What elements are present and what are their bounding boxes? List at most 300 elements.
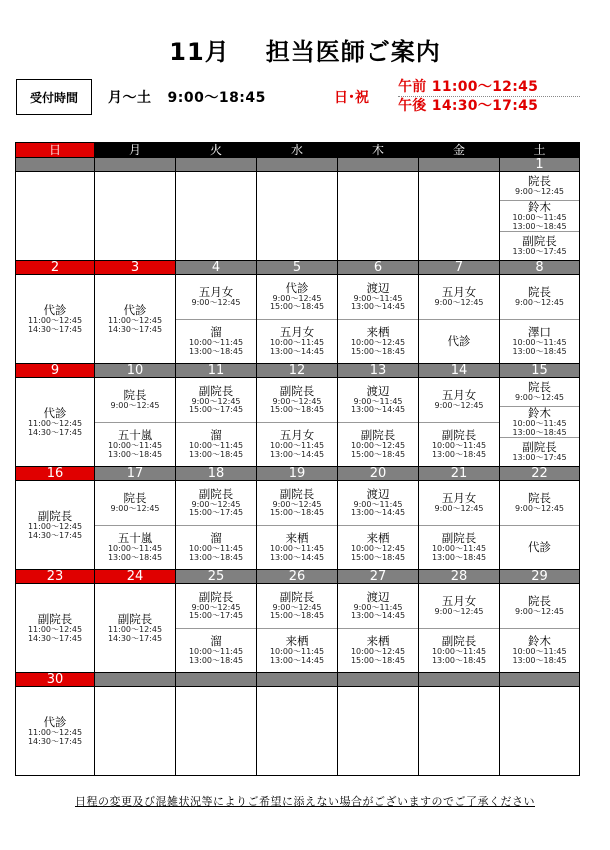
- doctor-slot: [16, 687, 94, 775]
- time-range: 10:00～11:45: [512, 419, 567, 428]
- doctor-slot: [95, 584, 175, 672]
- doctor-slot: [257, 628, 337, 673]
- date-number: [338, 673, 419, 687]
- time-range: 15:00～18:45: [269, 302, 325, 312]
- day-cell: [419, 687, 500, 776]
- time-range: 15:00～18:45: [269, 611, 325, 621]
- time-range: 10:00～11:45: [512, 647, 567, 657]
- doctor-name: 来栖: [285, 531, 309, 546]
- date-number: [338, 158, 419, 172]
- doctor-slot: [16, 275, 94, 363]
- doctor-slot: [338, 628, 418, 673]
- date-number: 11: [176, 364, 257, 378]
- time-range: 13:00～18:45: [188, 346, 244, 356]
- time-range: 10:00～11:45: [431, 647, 487, 657]
- date-number: [176, 673, 257, 687]
- time-range: 10:00～11:45: [512, 213, 567, 222]
- time-range: 14:30～17:45: [27, 633, 83, 643]
- day-cell: [338, 172, 419, 261]
- doctor-slot: [338, 319, 418, 364]
- doctor-slot: [176, 525, 256, 570]
- date-number: 6: [338, 261, 419, 275]
- time-range: 13:00～14:45: [269, 449, 325, 459]
- date-number: 30: [16, 673, 95, 687]
- holiday-am-hours: 午前 11:00～12:45: [398, 78, 580, 97]
- date-number: [95, 673, 176, 687]
- doctor-name: 副院長: [279, 486, 315, 501]
- time-range: 10:00～11:45: [431, 544, 487, 554]
- doctor-name: 代診: [447, 333, 471, 348]
- date-number: 28: [419, 570, 500, 584]
- title-month: 11月: [169, 38, 230, 66]
- schedule-row: [16, 172, 580, 261]
- doctor-slot: [500, 481, 579, 525]
- day-cell: [16, 275, 95, 364]
- date-number: [419, 158, 500, 172]
- time-range: 15:00～18:45: [269, 508, 325, 518]
- day-cell: [176, 378, 257, 467]
- doctor-name: 院長: [528, 594, 551, 608]
- time-range: 9:00～12:45: [272, 293, 322, 303]
- time-range: 10:00～12:45: [350, 338, 406, 348]
- schedule-notice: 日程の変更及び混雑状況等によりご希望に添えない場合がございますのでご了承ください: [75, 795, 535, 808]
- doctor-name: 代診: [285, 280, 309, 295]
- doctor-slot: [500, 406, 579, 437]
- doctor-name: 渡辺: [366, 486, 390, 501]
- schedule-row: [16, 275, 580, 364]
- doctor-slot: [176, 319, 256, 364]
- time-range: 10:00～11:45: [188, 441, 244, 451]
- date-number: 7: [419, 261, 500, 275]
- time-range: 9:00～12:45: [110, 401, 160, 410]
- time-range: 13:00～18:45: [512, 346, 567, 356]
- doctor-name: 澤口: [528, 325, 551, 340]
- doctor-name: 副院長: [279, 589, 315, 604]
- reception-label: 受付時間: [16, 79, 92, 115]
- date-number: 21: [419, 467, 500, 481]
- doctor-slot: [176, 275, 256, 319]
- day-cell: [16, 172, 95, 261]
- doctor-name: 副院長: [279, 383, 315, 398]
- doctor-slot: [257, 584, 337, 628]
- date-number: [257, 673, 338, 687]
- time-range: 10:00～11:45: [512, 338, 567, 348]
- time-range: 13:00～14:45: [269, 552, 325, 562]
- doctor-slot: [338, 525, 418, 570]
- doctor-name: 溜: [210, 325, 222, 340]
- schedule-row: [16, 378, 580, 467]
- date-number: 18: [176, 467, 257, 481]
- schedule-row: [16, 481, 580, 570]
- date-number: [257, 158, 338, 172]
- doctor-slot: [257, 319, 337, 364]
- doctor-slot: [419, 584, 499, 628]
- time-range: 15:00～18:45: [350, 449, 406, 459]
- doctor-slot: [95, 525, 175, 570]
- date-number: 22: [500, 467, 580, 481]
- time-range: 9:00～12:45: [272, 499, 322, 509]
- day-cell: [257, 687, 338, 776]
- doctor-slot: [176, 378, 256, 422]
- doctor-slot: [176, 584, 256, 628]
- dow-header: 日: [16, 143, 95, 158]
- day-cell: [95, 275, 176, 364]
- doctor-slot: [257, 422, 337, 467]
- time-range: 10:00～11:45: [188, 647, 244, 657]
- day-cell: [419, 481, 500, 570]
- doctor-slot: [419, 525, 499, 570]
- title-text: 担当医師ご案内: [265, 38, 441, 66]
- doctor-slot: [95, 481, 175, 525]
- doctor-name: 副院長: [360, 428, 396, 443]
- time-range: 13:00～18:45: [512, 655, 567, 665]
- time-range: 13:00～17:45: [512, 247, 567, 257]
- doctor-slot: [95, 422, 175, 467]
- time-range: 13:00～14:45: [350, 405, 406, 415]
- time-range: 10:00～12:45: [350, 441, 406, 451]
- doctor-slot: [419, 422, 499, 467]
- time-range: 9:00～12:45: [514, 504, 565, 513]
- doctor-name: 来栖: [366, 531, 390, 546]
- date-number: [419, 673, 500, 687]
- dow-header: 月: [95, 143, 176, 158]
- time-range: 9:00～12:45: [272, 396, 322, 406]
- date-number: 25: [176, 570, 257, 584]
- day-cell: [95, 584, 176, 673]
- time-range: 11:00～12:45: [27, 728, 83, 737]
- date-number: 12: [257, 364, 338, 378]
- time-range: 9:00～12:45: [434, 298, 484, 307]
- time-range: 14:30～17:45: [27, 530, 83, 540]
- doctor-name: 渡辺: [366, 589, 390, 604]
- dow-header: 水: [257, 143, 338, 158]
- day-cell: [419, 172, 500, 261]
- date-number: 9: [16, 364, 95, 378]
- day-cell: [419, 275, 500, 364]
- time-range: 14:30～17:45: [27, 427, 83, 437]
- day-cell: [176, 687, 257, 776]
- day-cell: [500, 584, 580, 673]
- doctor-name: 五月女: [441, 491, 477, 505]
- doctor-slot: [16, 584, 94, 672]
- time-range: 15:00～18:45: [350, 655, 406, 665]
- time-range: 10:00～11:45: [269, 647, 325, 657]
- day-cell: [95, 687, 176, 776]
- doctor-slot: [338, 422, 418, 467]
- date-number: 3: [95, 261, 176, 275]
- time-range: 13:00～18:45: [512, 427, 567, 437]
- date-number: 1: [500, 158, 580, 172]
- date-number: 13: [338, 364, 419, 378]
- time-range: 10:00～11:45: [269, 441, 325, 451]
- doctor-slot: [419, 378, 499, 422]
- doctor-slot: [500, 172, 579, 200]
- weekday-time: 9:00～18:45: [167, 90, 266, 106]
- holiday-hours: [398, 78, 580, 115]
- doctor-slot: [257, 525, 337, 570]
- date-number: 24: [95, 570, 176, 584]
- time-range: 15:00～18:45: [269, 405, 325, 415]
- doctor-slot: [338, 584, 418, 628]
- doctor-name: 五月女: [279, 325, 315, 340]
- time-range: 9:00～12:45: [434, 607, 484, 616]
- date-number: [176, 158, 257, 172]
- day-cell: [257, 378, 338, 467]
- time-range: 13:00～18:45: [431, 655, 487, 665]
- holiday-label: 日･祝: [334, 90, 369, 106]
- time-range: 13:00～18:45: [431, 449, 487, 459]
- doctor-slot: [500, 437, 579, 466]
- day-cell: [16, 584, 95, 673]
- time-range: 13:00～18:45: [188, 655, 244, 665]
- date-number: 29: [500, 570, 580, 584]
- date-number: 14: [419, 364, 500, 378]
- doctor-name: 五十嵐: [117, 531, 153, 546]
- doctor-name: 院長: [528, 174, 551, 189]
- weekday-hours: [108, 87, 266, 107]
- doctor-name: 五月女: [441, 594, 477, 608]
- doctor-name: 来栖: [285, 634, 309, 649]
- date-number: [95, 158, 176, 172]
- day-cell: [419, 378, 500, 467]
- time-range: 10:00～11:45: [269, 338, 325, 348]
- time-range: 13:00～14:45: [350, 302, 406, 312]
- date-number: 8: [500, 261, 580, 275]
- doctor-slot: [500, 628, 579, 673]
- day-cell: [176, 172, 257, 261]
- doctor-slot: [500, 231, 579, 260]
- day-cell: [176, 584, 257, 673]
- day-cell: [500, 687, 580, 776]
- doctor-name: 院長: [528, 285, 551, 299]
- time-range: 9:00～12:45: [514, 187, 565, 197]
- time-range: 9:00～12:45: [191, 499, 241, 509]
- day-cell: [95, 378, 176, 467]
- doctor-name: 代診: [43, 303, 67, 317]
- doctor-slot: [95, 275, 175, 363]
- time-range: 9:00～12:45: [434, 401, 484, 410]
- date-number: [500, 673, 580, 687]
- time-range: 14:30～17:45: [107, 633, 163, 643]
- day-cell: [338, 481, 419, 570]
- doctor-slot: [500, 584, 579, 628]
- time-range: 9:00～12:45: [191, 396, 241, 406]
- day-cell: [95, 172, 176, 261]
- weekday-days: 月～土: [108, 90, 152, 106]
- doctor-name: 五月女: [441, 388, 477, 402]
- doctor-slot: [16, 481, 94, 569]
- doctor-slot: [338, 275, 418, 319]
- date-row: [16, 261, 580, 275]
- doctor-slot: [338, 481, 418, 525]
- time-range: 9:00～12:45: [434, 504, 484, 513]
- time-range: 11:00～12:45: [107, 625, 163, 634]
- time-range: 9:00～12:45: [272, 602, 322, 612]
- doctor-name: 渡辺: [366, 280, 390, 295]
- doctor-slot: [500, 275, 579, 319]
- doctor-name: 代診: [123, 303, 147, 317]
- doctor-slot: [500, 525, 579, 570]
- day-cell: [176, 275, 257, 364]
- doctor-name: 副院長: [522, 440, 557, 455]
- time-range: 13:00～14:45: [269, 655, 325, 665]
- dow-header: 土: [500, 143, 580, 158]
- doctor-name: 副院長: [198, 383, 234, 398]
- doctor-name: 院長: [123, 388, 147, 402]
- time-range: 9:00～11:45: [353, 396, 403, 406]
- schedule-row: [16, 687, 580, 776]
- time-range: 14:30～17:45: [27, 736, 83, 746]
- doctor-slot: [257, 481, 337, 525]
- day-cell: [257, 481, 338, 570]
- day-cell: [16, 378, 95, 467]
- time-range: 15:00～18:45: [350, 346, 406, 356]
- time-range: 9:00～12:45: [110, 504, 160, 513]
- date-number: 2: [16, 261, 95, 275]
- page-title: [0, 32, 610, 67]
- time-range: 9:00～12:45: [514, 298, 565, 307]
- date-number: 27: [338, 570, 419, 584]
- doctor-name: 副院長: [441, 634, 477, 649]
- doctor-slot: [500, 200, 579, 231]
- doctor-slot: [419, 481, 499, 525]
- doctor-name: 渡辺: [366, 383, 390, 398]
- day-cell: [338, 584, 419, 673]
- day-cell: [95, 481, 176, 570]
- time-range: 13:00～18:45: [512, 221, 567, 231]
- doctor-name: 副院長: [198, 486, 234, 501]
- time-range: 13:00～18:45: [107, 449, 163, 459]
- time-range: 15:00～17:45: [188, 611, 244, 621]
- time-range: 15:00～18:45: [350, 552, 406, 562]
- doctor-name: 代診: [43, 715, 67, 729]
- schedule-calendar: [15, 142, 580, 776]
- time-range: 13:00～14:45: [350, 508, 406, 518]
- time-range: 13:00～18:45: [107, 552, 163, 562]
- day-cell: [16, 481, 95, 570]
- date-number: 16: [16, 467, 95, 481]
- date-number: 5: [257, 261, 338, 275]
- time-range: 10:00～11:45: [107, 544, 163, 554]
- dow-header: 木: [338, 143, 419, 158]
- day-cell: [176, 481, 257, 570]
- doctor-name: 五月女: [198, 285, 234, 299]
- date-number: 26: [257, 570, 338, 584]
- doctor-slot: [500, 378, 579, 406]
- day-cell: [338, 275, 419, 364]
- time-range: 13:00～18:45: [431, 552, 487, 562]
- day-cell: [500, 275, 580, 364]
- time-range: 9:00～12:45: [514, 393, 565, 403]
- date-number: 19: [257, 467, 338, 481]
- doctor-name: 副院長: [441, 531, 477, 546]
- time-range: 10:00～11:45: [188, 544, 244, 554]
- time-range: 11:00～12:45: [27, 625, 83, 634]
- date-number: 17: [95, 467, 176, 481]
- time-range: 10:00～11:45: [107, 441, 163, 451]
- dow-header: 金: [419, 143, 500, 158]
- time-range: 13:00～14:45: [269, 346, 325, 356]
- date-row: [16, 467, 580, 481]
- time-range: 13:00～18:45: [188, 449, 244, 459]
- day-cell: [500, 481, 580, 570]
- date-number: 15: [500, 364, 580, 378]
- doctor-slot: [500, 319, 579, 364]
- time-range: 10:00～12:45: [350, 544, 406, 554]
- time-range: 13:00～17:45: [512, 453, 567, 463]
- date-row: [16, 158, 580, 172]
- holiday-pm-hours: 午後 14:30～17:45: [398, 98, 539, 114]
- doctor-name: 鈴木: [528, 634, 551, 649]
- time-range: 14:30～17:45: [27, 324, 83, 334]
- time-range: 9:00～12:45: [191, 298, 241, 307]
- doctor-name: 副院長: [522, 234, 557, 249]
- doctor-slot: [176, 628, 256, 673]
- day-cell: [16, 687, 95, 776]
- doctor-name: 副院長: [117, 612, 153, 626]
- time-range: 11:00～12:45: [27, 316, 83, 325]
- date-number: 20: [338, 467, 419, 481]
- doctor-name: 五月女: [441, 285, 477, 299]
- doctor-name: 五月女: [279, 428, 315, 443]
- doctor-slot: [95, 378, 175, 422]
- doctor-name: 副院長: [441, 428, 477, 443]
- doctor-slot: [338, 378, 418, 422]
- doctor-name: 副院長: [37, 612, 73, 626]
- day-cell: [257, 172, 338, 261]
- time-range: 13:00～18:45: [188, 552, 244, 562]
- doctor-name: 来栖: [366, 325, 390, 340]
- doctor-name: 代診: [43, 406, 67, 420]
- doctor-name: 溜: [210, 428, 222, 443]
- doctor-name: 副院長: [37, 509, 73, 523]
- date-number: 4: [176, 261, 257, 275]
- time-range: 10:00～12:45: [350, 647, 406, 657]
- day-cell: [500, 172, 580, 261]
- day-cell: [419, 584, 500, 673]
- time-range: 11:00～12:45: [107, 316, 163, 325]
- day-cell: [338, 378, 419, 467]
- doctor-slot: [257, 275, 337, 319]
- time-range: 9:00～11:45: [353, 602, 403, 612]
- doctor-slot: [419, 275, 499, 319]
- doctor-name: 溜: [210, 531, 222, 546]
- time-range: 9:00～12:45: [514, 607, 565, 616]
- doctor-slot: [419, 319, 499, 364]
- time-range: 11:00～12:45: [27, 522, 83, 531]
- time-range: 15:00～17:45: [188, 405, 244, 415]
- doctor-name: 鈴木: [528, 406, 551, 420]
- day-cell: [338, 687, 419, 776]
- doctor-name: 鈴木: [528, 200, 551, 214]
- doctor-slot: [419, 628, 499, 673]
- doctor-name: 五十嵐: [117, 428, 153, 443]
- doctor-slot: [176, 422, 256, 467]
- date-row: [16, 364, 580, 378]
- weekday-header-row: [16, 143, 580, 158]
- day-cell: [257, 275, 338, 364]
- doctor-name: 代診: [528, 539, 551, 554]
- time-range: 13:00～14:45: [350, 611, 406, 621]
- time-range: 9:00～12:45: [191, 602, 241, 612]
- doctor-slot: [16, 378, 94, 466]
- day-cell: [500, 378, 580, 467]
- date-number: 23: [16, 570, 95, 584]
- doctor-name: 院長: [528, 491, 551, 505]
- date-number: 10: [95, 364, 176, 378]
- time-range: 15:00～17:45: [188, 508, 244, 518]
- time-range: 14:30～17:45: [107, 324, 163, 334]
